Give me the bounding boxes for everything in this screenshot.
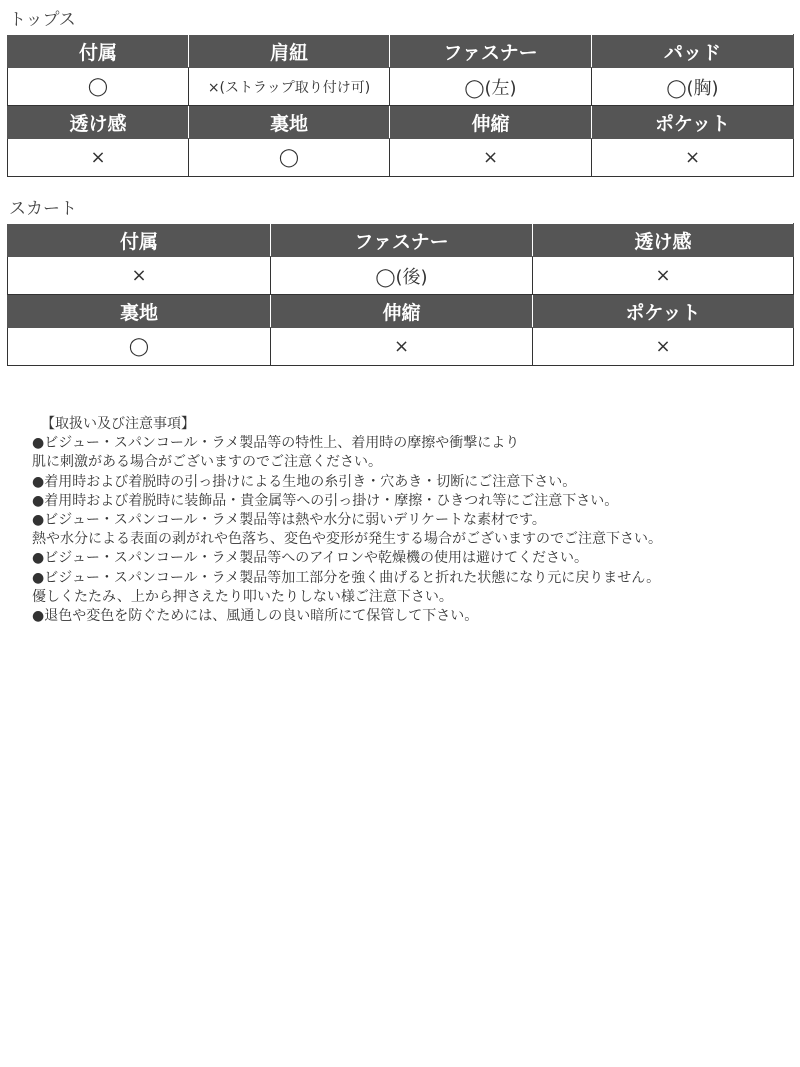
tops-value-shoulder-strap: ×(ストラップ取り付け可) [189,68,390,106]
skirt-header-pocket: ポケット [533,295,794,328]
skirt-header-accessory: 付属 [8,224,271,257]
skirt-value-accessory: × [8,257,271,295]
care-note-line: 優しくたたみ、上から押さえたり叩いたりしない様ご注意下さい。 [32,588,453,605]
skirt-header-row-2 [8,295,794,328]
skirt-value-sheerness: × [533,257,794,295]
tops-value-row-1 [8,68,794,106]
care-note-line: ●ビジュー・スパンコール・ラメ製品等の特性上、着用時の摩擦や衝撃により [32,435,520,452]
skirt-value-lining: ◯ [8,328,271,366]
tops-value-pocket: × [592,139,794,177]
tops-header-sheerness: 透け感 [8,106,189,139]
tops-header-pad: パッド [592,35,794,68]
care-note-line: ●着用時および着脱時に装飾品・貴金属等への引っ掛け・摩擦・ひきつれ等にご注意下さい。 [32,492,619,509]
care-note-line: ●ビジュー・スパンコール・ラメ製品等加工部分を強く曲げると折れた状態になり元に戻りません。 [32,569,661,586]
care-note-line: 肌に刺激がある場合がございますのでご注意ください。 [32,454,382,471]
tops-header-pocket: ポケット [592,106,794,139]
skirt-header-stretch: 伸縮 [271,295,533,328]
tops-value-zipper: ◯(左) [390,68,592,106]
care-note-line: 熱や水分による表面の剥がれや色落ち、変色や変形が発生する場合がございますのでご注意下さい。 [32,531,662,548]
care-note-line: ●退色や変色を防ぐためには、風通しの良い暗所にて保管して下さい。 [32,608,479,625]
tops-spec-table [7,34,794,177]
skirt-section-title: スカート [9,199,77,219]
skirt-spec-table [7,223,794,366]
tops-header-row-2 [8,106,794,139]
tops-header-stretch: 伸縮 [390,106,592,139]
tops-value-row-2 [8,139,794,177]
skirt-value-row-2 [8,328,794,366]
care-notes-heading: 【取扱い及び注意事項】 [41,416,195,432]
tops-header-row-1 [8,35,794,68]
care-note-line: ●ビジュー・スパンコール・ラメ製品等は熱や水分に弱いデリケートな素材です。 [32,512,546,529]
tops-header-lining: 裏地 [189,106,390,139]
tops-header-zipper: ファスナー [390,35,592,68]
tops-value-stretch: × [390,139,592,177]
tops-header-accessory: 付属 [8,35,189,68]
skirt-value-row-1 [8,257,794,295]
tops-section-title: トップス [9,10,76,30]
care-note-line: ●ビジュー・スパンコール・ラメ製品等へのアイロンや乾燥機の使用は避けてください。 [32,550,588,567]
tops-value-accessory: ◯ [8,68,189,106]
care-notes [32,415,792,626]
tops-header-shoulder-strap: 肩紐 [189,35,390,68]
skirt-header-zipper: ファスナー [271,224,533,257]
skirt-value-pocket: × [533,328,794,366]
skirt-header-lining: 裏地 [8,295,271,328]
tops-value-sheerness: × [8,139,189,177]
skirt-header-sheerness: 透け感 [533,224,794,257]
skirt-value-stretch: × [271,328,533,366]
tops-value-lining: ◯ [189,139,390,177]
skirt-header-row-1 [8,224,794,257]
care-note-line: ●着用時および着脱時の引っ掛けによる生地の糸引き・穴あき・切断にご注意下さい。 [32,473,577,490]
tops-value-pad: ◯(胸) [592,68,794,106]
skirt-value-zipper: ◯(後) [271,257,533,295]
